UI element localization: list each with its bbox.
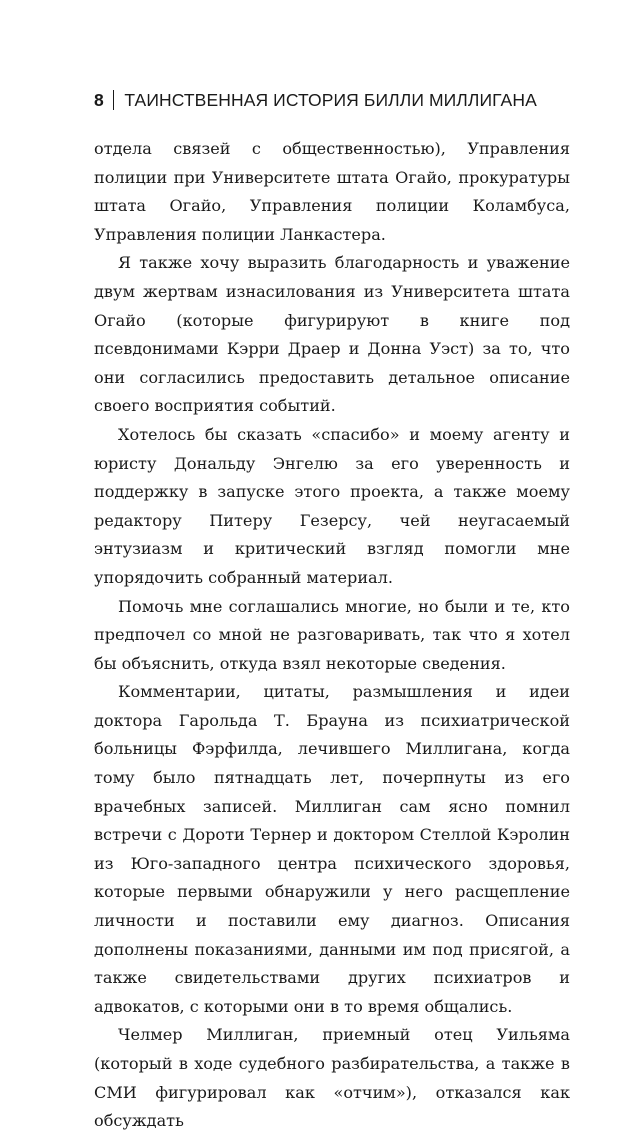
paragraph-continued: отдела связей с общественностью), Управления полиции при Университете штата Огайо, прокуратуры штата Огайо, Управления полиции Коламбуса, Управления полиции Ланкастера. [94,139,570,244]
paragraph: Помочь мне соглашались многие, но были и те, кто предпочел со мной не разговаривать, так что я хотел бы объяснить, откуда взял некоторые сведения. [94,596,570,673]
page-number: 8 [94,89,104,110]
paragraph: Я также хочу выразить благодарность и уважение двум жертвам изнасилования из Университета штата Огайо (которые фигурируют в книге под псевдонимами Кэрри Драер и Донна Уэст) за то, что они согласились предоставить детальное описание своего восприятия событий. [94,253,570,416]
book-title: ТАИНСТВЕННАЯ ИСТОРИЯ БИЛЛИ МИЛЛИГАНА [124,89,537,110]
paragraph: Хотелось бы сказать «спасибо» и моему агенту и юристу Дональду Энгелю за его уверенность и поддержку в запуске этого проекта, а также моему редактору Питеру Гезерсу, чей неугасаемый энтузиазм и критический взгляд помогли мне упорядочить собранный материал. [94,424,570,587]
body-text [94,135,570,1136]
paragraph: Комментарии, цитаты, размышления и идеи доктора Гарольда Т. Брауна из психиатрической больницы Фэрфилда, лечившего Миллигана, когда тому было пятнадцать лет, почерпнуты из его врачебных записей. Миллиган сам ясно помнил встречи с Дороти Тернер и доктором Стеллой Кэролин из Юго-западного центра психического здоровья, которые первыми обнаружили у него расщепление личности и поставили ему диагноз. Описания дополнены показаниями, данными им под присягой, а также свидетельствами других психиатров и адвокатов, с которыми они в то время общались. [94,682,570,1016]
header-separator [113,90,115,110]
paragraph: Челмер Миллиган, приемный отец Уильяма (который в ходе судебного разбирательства, а также в СМИ фигурировал как «отчим»), отказался как обсуждать [94,1025,570,1131]
running-header [94,86,574,114]
